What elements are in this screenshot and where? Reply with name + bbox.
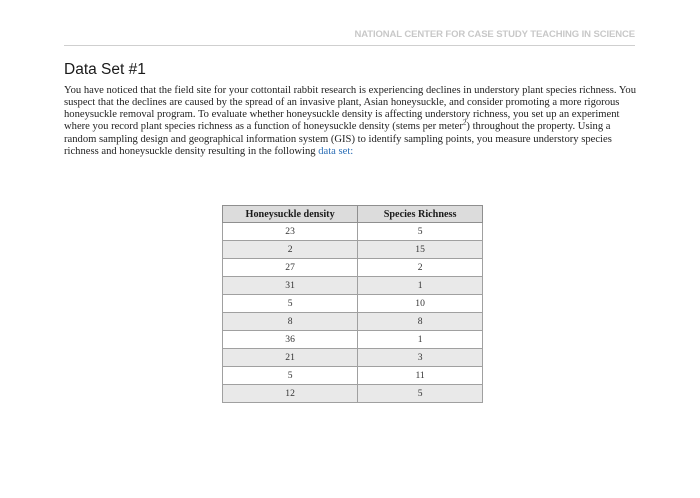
honeysuckle-density-cell: 36 (223, 331, 358, 349)
honeysuckle-density-cell: 21 (223, 349, 358, 367)
data-table (222, 205, 483, 403)
table-row (223, 331, 483, 349)
species-richness-cell: 5 (358, 385, 483, 403)
intro-paragraph (64, 85, 639, 158)
table-row (223, 223, 483, 241)
table-row (223, 277, 483, 295)
species-richness-cell: 11 (358, 367, 483, 385)
honeysuckle-density-cell: 12 (223, 385, 358, 403)
intro-text-start: You have noticed that the field site for your cottontail rabbit research is experiencing declines in understory plant species richness. You suspect that the declines are caused by the spread of an invasive plant, Asian honeysuckle, and consider promoting a more rigorous honeysuckle removal program. To evaluate whether honeysuckle density is affecting understory richness, you set up an experiment where you record plant species richness as a function of honeysuckle density (stems per meter (64, 85, 637, 133)
table-header-row (223, 206, 483, 223)
table-row (223, 367, 483, 385)
data-set-link[interactable]: data set: (318, 145, 354, 157)
section-heading: Data Set #1 (64, 61, 146, 78)
honeysuckle-density-cell: 2 (223, 241, 358, 259)
species-richness-cell: 10 (358, 295, 483, 313)
honeysuckle-density-cell: 8 (223, 313, 358, 331)
column-header-honeysuckle-density: Honeysuckle density (223, 206, 358, 223)
honeysuckle-density-cell: 5 (223, 367, 358, 385)
column-header-species-richness: Species Richness (358, 206, 483, 223)
honeysuckle-density-cell: 5 (223, 295, 358, 313)
species-richness-cell: 15 (358, 241, 483, 259)
intro-text-end: ) throughout the property. Using a random sampling design and geographical information system (GIS) to identify sampling points, you measure understory species richness and honeysuckle density resulting in the following (64, 121, 612, 157)
table-row (223, 313, 483, 331)
species-richness-cell: 8 (358, 313, 483, 331)
table-row (223, 349, 483, 367)
species-richness-cell: 1 (358, 277, 483, 295)
species-richness-cell: 2 (358, 259, 483, 277)
species-richness-cell: 5 (358, 223, 483, 241)
table-row (223, 241, 483, 259)
honeysuckle-density-cell: 23 (223, 223, 358, 241)
honeysuckle-density-cell: 31 (223, 277, 358, 295)
intro-superscript: 2 (462, 118, 467, 127)
header-brand: NATIONAL CENTER FOR CASE STUDY TEACHING IN SCIENCE (354, 29, 635, 40)
species-richness-cell: 3 (358, 349, 483, 367)
species-richness-cell: 1 (358, 331, 483, 349)
honeysuckle-density-cell: 27 (223, 259, 358, 277)
table-row (223, 295, 483, 313)
header-rule (64, 45, 635, 46)
table-row (223, 259, 483, 277)
table-row (223, 385, 483, 403)
